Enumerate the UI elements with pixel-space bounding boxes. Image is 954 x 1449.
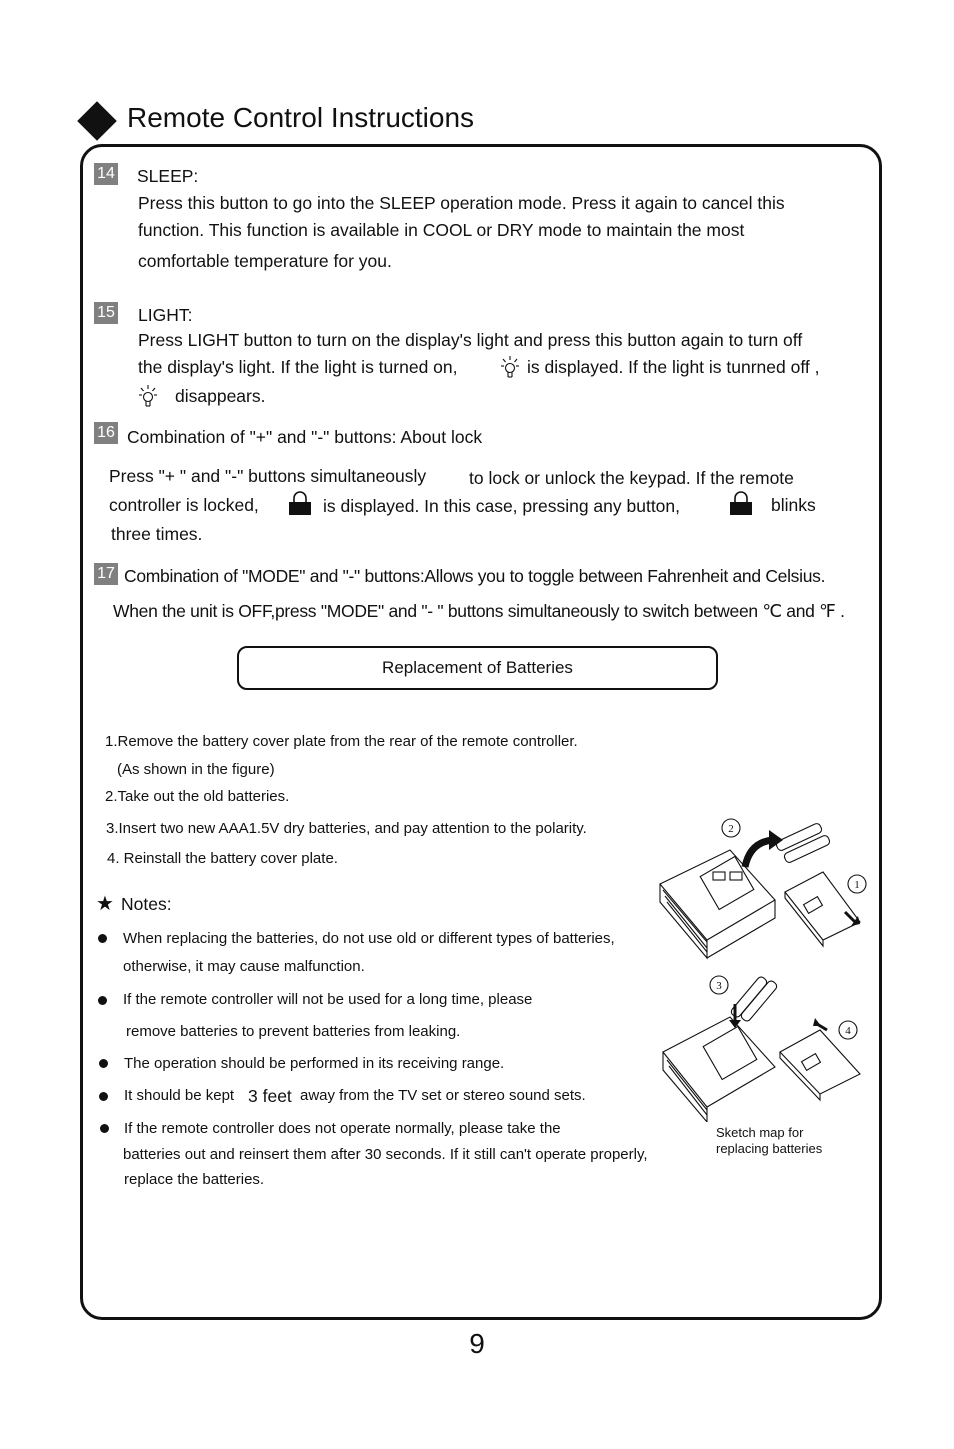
note-text: It should be kept	[124, 1087, 235, 1104]
item-text: When the unit is OFF,press "MODE" and "- " buttons simultaneously to switch between ℃ and ℉ .	[113, 601, 845, 621]
note-text: batteries out and reinsert them after 30 seconds. If it still can't operate properly,	[123, 1146, 648, 1163]
step-text: 4. Reinstall the battery cover plate.	[107, 850, 338, 867]
item-text: controller is locked,	[109, 495, 259, 515]
lock-icon	[727, 489, 755, 517]
item-text: comfortable temperature for you.	[138, 251, 392, 271]
item-text: the display's light. If the light is turned on,	[138, 357, 458, 377]
marker-label: 4	[845, 1025, 851, 1037]
note-text-emphasis: 3 feet	[248, 1086, 292, 1106]
item-text: is displayed. If the light is tunrned off ,	[527, 357, 820, 377]
item-heading: LIGHT:	[138, 305, 193, 325]
page-title: Remote Control Instructions	[127, 102, 475, 133]
item-number-badge: 14	[94, 163, 118, 185]
item-text: Press "+ " and "-" buttons simultaneously	[109, 466, 427, 486]
marker-label: 3	[716, 980, 722, 992]
light-bulb-icon	[138, 383, 158, 409]
lock-icon	[286, 489, 314, 517]
item-text: three times.	[111, 524, 203, 544]
step-text: 2.Take out the old batteries.	[105, 788, 290, 805]
item-text: disappears.	[175, 386, 266, 406]
item-number-badge: 17	[94, 563, 118, 585]
bullet-icon	[98, 996, 107, 1005]
item-text: Press this button to go into the SLEEP operation mode. Press it again to cancel this	[138, 193, 785, 213]
note-text: replace the batteries.	[124, 1171, 265, 1188]
step-text: (As shown in the figure)	[117, 761, 275, 778]
item-text: is displayed. In this case, pressing any button,	[323, 496, 681, 516]
item-number-badge: 15	[94, 302, 118, 324]
bullet-icon	[99, 1059, 108, 1068]
note-text: When replacing the batteries, do not use old or different types of batteries,	[123, 930, 615, 947]
note-text: If the remote controller does not operate normally, please take the	[124, 1120, 561, 1137]
figure-caption-line: replacing batteries	[716, 1141, 823, 1156]
item-text: function. This function is available in COOL or DRY mode to maintain the most	[138, 220, 745, 240]
item-heading: SLEEP:	[137, 166, 199, 186]
figure-caption-line: Sketch map for	[716, 1125, 804, 1140]
light-bulb-icon	[500, 354, 520, 380]
replacement-heading-box: Replacement of Batteries	[237, 646, 718, 690]
step-text: 3.Insert two new AAA1.5V dry batteries, and pay attention to the polarity.	[106, 820, 587, 837]
item-text: to lock or unlock the keypad. If the remote	[469, 468, 794, 488]
bullet-icon	[99, 1092, 108, 1101]
item-heading: Combination of "MODE" and "-" buttons:Allows you to toggle between Fahrenheit and Celsius.	[124, 566, 826, 586]
step-text: 1.Remove the battery cover plate from the rear of the remote controller.	[105, 733, 578, 750]
bullet-icon	[100, 1124, 109, 1133]
notes-heading: Notes:	[121, 894, 172, 914]
note-text: If the remote controller will not be used for a long time, please	[123, 991, 533, 1008]
note-text: The operation should be performed in its receiving range.	[124, 1055, 505, 1072]
title-diamond-icon	[77, 101, 117, 141]
note-text: otherwise, it may cause malfunction.	[123, 958, 365, 975]
marker-label: 2	[728, 823, 734, 835]
bullet-icon	[98, 934, 107, 943]
marker-label: 1	[854, 879, 860, 891]
note-text: remove batteries to prevent batteries from leaking.	[126, 1023, 461, 1040]
page-number: 9	[469, 1328, 485, 1359]
note-text: away from the TV set or stereo sound sets.	[300, 1087, 586, 1104]
item-heading: Combination of "+" and "-" buttons: About lock	[127, 427, 483, 447]
item-number-badge: 16	[94, 422, 118, 444]
figure-caption	[716, 1125, 822, 1157]
item-text: blinks	[771, 495, 816, 515]
battery-replacement-figure	[655, 812, 870, 1122]
star-icon: ★	[96, 893, 114, 915]
item-text: Press LIGHT button to turn on the display's light and press this button again to turn off	[138, 330, 803, 350]
